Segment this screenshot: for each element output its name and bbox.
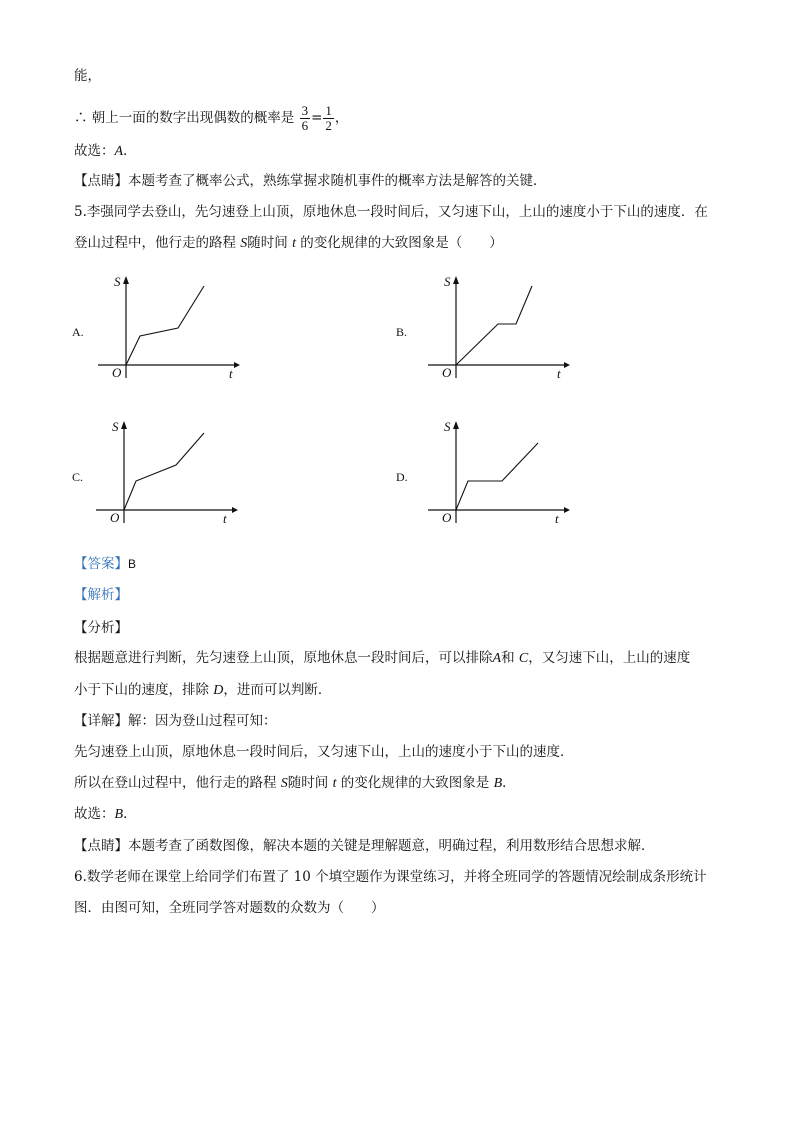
option-d-label[interactable]: D. bbox=[396, 470, 408, 484]
option-c-graph[interactable] bbox=[86, 413, 246, 528]
svg-text:S: S bbox=[444, 274, 451, 289]
fenxi-tag: 【分析】 bbox=[74, 620, 128, 636]
comment-line-q5: 【点睛】本题考查了函数图像，解决本题的关键是理解题意，明确过程，利用数形结合思想求解． bbox=[74, 838, 655, 854]
option-a-graph[interactable] bbox=[88, 268, 248, 383]
choice-line-q5: 故选：B． bbox=[74, 806, 137, 822]
probability-line: ∴ 朝上一面的数字出现偶数的概率是 $\frac{3}{6}$ = $\frac{1}{2}$ ， bbox=[74, 103, 349, 133]
detail-line-2: 先匀速登上山顶，原地休息一段时间后，又匀速下山，上山的速度小于下山的速度． bbox=[74, 744, 574, 760]
option-b-label[interactable]: B. bbox=[396, 325, 408, 339]
analysis-tag: 【解析】 bbox=[74, 587, 128, 603]
comment-line: 【点睛】本题考查了概率公式，熟练掌握求随机事件的概率方法是解答的关键． bbox=[74, 173, 547, 189]
svg-text:O: O bbox=[110, 510, 120, 525]
choice-line: 故选：A． bbox=[74, 143, 137, 159]
option-c-label[interactable]: C. bbox=[72, 470, 84, 484]
question-6-line-2: 图．由图可知，全班同学答对题数的众数为（ ） bbox=[74, 900, 385, 916]
option-d-graph[interactable] bbox=[418, 413, 578, 528]
svg-text:t: t bbox=[223, 511, 227, 526]
question-5-line-1: 5.李强同学去登山，先匀速登上山顶，原地休息一段时间后，又匀速下山，上山的速度小于下山的速度．在 bbox=[74, 204, 708, 220]
detail-line-1: 【详解】解：因为登山过程可知： bbox=[74, 713, 277, 729]
svg-text:O: O bbox=[112, 365, 122, 380]
question-5-line-2: 登山过程中，他行走的路程 S随时间 t 的变化规律的大致图象是（ ） bbox=[74, 235, 503, 251]
detail-line-3: 所以在登山过程中，他行走的路程 S随时间 t 的变化规律的大致图象是 B． bbox=[74, 775, 516, 791]
svg-text:O: O bbox=[442, 365, 452, 380]
fraction-1-2: $\frac{1}{2}$ bbox=[325, 103, 332, 133]
question-6-line-1: 6.数学老师在课堂上给同学们布置了 10 个填空题作为课堂练习，并将全班同学的答题情况绘制成条形统计 bbox=[74, 869, 707, 885]
fenxi-line-2: 小于下山的速度，排除 D，进而可以判断． bbox=[74, 682, 332, 698]
svg-text:t: t bbox=[555, 511, 559, 526]
answer-line: 【答案】B bbox=[74, 556, 137, 572]
option-a-label[interactable]: A. bbox=[72, 325, 84, 339]
svg-text:S: S bbox=[114, 274, 121, 289]
svg-text:S: S bbox=[444, 419, 451, 434]
fenxi-line-1: 根据题意进行判断，先匀速登上山顶，原地休息一段时间后，可以排除A和 C，又匀速下山，上山的速度 bbox=[74, 650, 691, 666]
svg-text:t: t bbox=[229, 366, 233, 381]
fraction-3-6: $\frac{3}{6}$ bbox=[301, 103, 309, 133]
svg-text:S: S bbox=[112, 419, 119, 434]
svg-text:O: O bbox=[442, 510, 452, 525]
text-line: 能， bbox=[74, 68, 101, 84]
option-b-graph[interactable] bbox=[418, 268, 578, 383]
svg-text:t: t bbox=[557, 366, 561, 381]
